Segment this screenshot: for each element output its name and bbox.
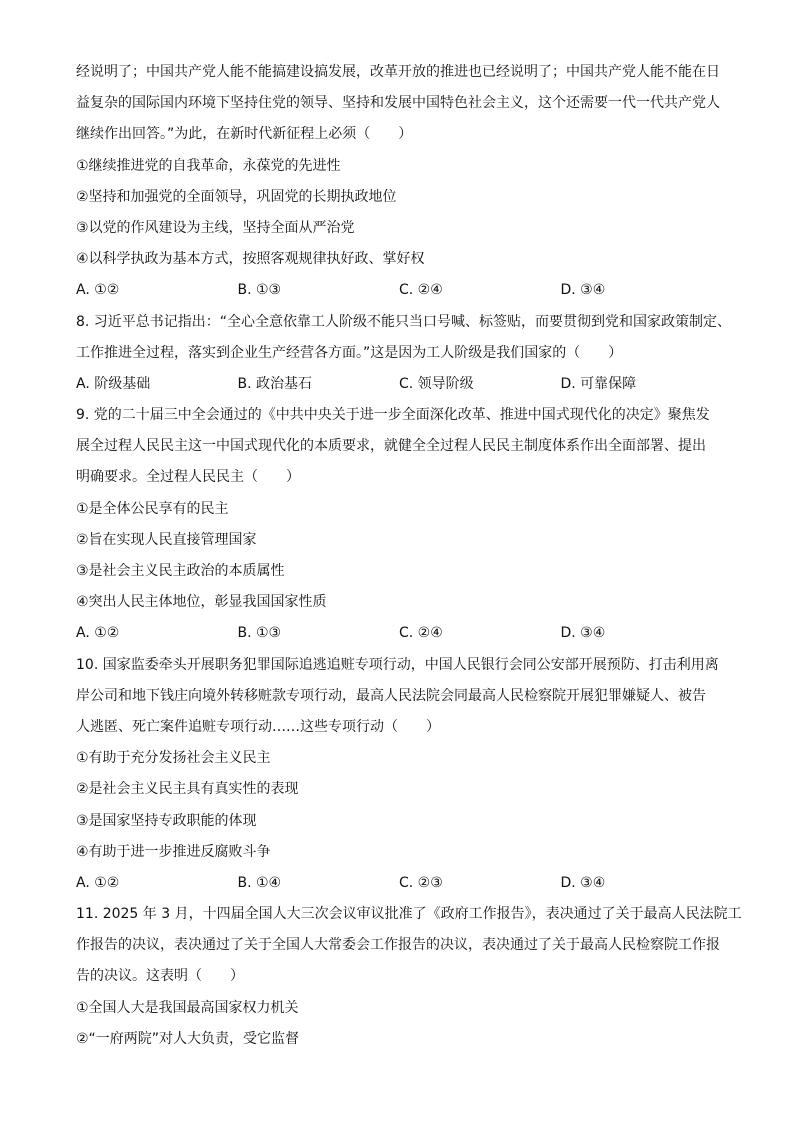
option-c: C. ②④ — [399, 282, 443, 299]
option-c: C. 领导阶级 — [399, 375, 474, 392]
question-stem-line: 明确要求。全过程人民民主（ ） — [76, 469, 300, 486]
statement-2: ②是社会主义民主具有真实性的表现 — [76, 781, 299, 798]
statement-1: ①有助于充分发扬社会主义民主 — [76, 750, 271, 767]
statement-1: ①全国人大是我国最高国家权力机关 — [76, 999, 299, 1016]
question-8 — [76, 307, 732, 401]
statement-1: ①继续推进党的自我革命，永葆党的先进性 — [76, 157, 341, 174]
option-d: D. ③④ — [560, 874, 606, 891]
option-c: C. ②③ — [399, 874, 443, 891]
question-stem-line: 经说明了；中国共产党人能不能搞建设搞发展，改革开放的推进也已经说明了；中国共产党人能不能在日 — [76, 64, 720, 80]
option-b: B. ①③ — [237, 625, 282, 642]
question-10 — [76, 650, 718, 900]
statement-3: ③以党的作风建设为主线，坚持全面从严治党 — [76, 219, 355, 236]
question-stem-line: 10. 国家监委牵头开展职务犯罪国际追逃追赃专项行动，中国人民银行会同公安部开展预防、打击利用离 — [76, 656, 719, 673]
option-a: A. ①② — [76, 282, 120, 299]
answer-options — [76, 618, 718, 649]
option-a: A. ①② — [76, 625, 120, 642]
statement-4: ④有助于进一步推进反腐败斗争 — [76, 843, 271, 860]
question-stem-line: 人逃匿、死亡案件追赃专项行动……这些专项行动（ ） — [76, 718, 440, 735]
option-d: D. ③④ — [560, 282, 606, 299]
option-b: B. ①④ — [237, 874, 282, 891]
option-d: D. ③④ — [560, 625, 606, 642]
question-9 — [76, 400, 718, 650]
question-stem-line: 8. 习近平总书记指出：“全心全意依靠工人阶级不能只当口号喊、标签贴，而要贯彻到党和国家政策制定、 — [76, 313, 732, 330]
option-b: B. ①③ — [237, 282, 282, 299]
option-c: C. ②④ — [399, 625, 443, 642]
question-stem-line: 11. 2025 年 3 月，十四届全国人大三次会议审议批准了《政府工作报告》，表决通过了关于最高人民法院工 — [76, 906, 742, 923]
statement-2: ②坚持和加强党的全面领导，巩固党的长期执政地位 — [76, 188, 397, 205]
question-stem-line: 益复杂的国际国内环境下坚持住党的领导、坚持和发展中国特色社会主义，这个还需要一代一代共产党人 — [76, 95, 720, 112]
question-7-continued — [76, 57, 718, 307]
question-stem-line: 9. 党的二十届三中全会通过的《中共中央关于进一步全面深化改革、推进中国式现代化的决定》聚焦发 — [76, 407, 710, 424]
question-stem-line: 作报告的决议，表决通过了关于全国人大常委会工作报告的决议，表决通过了关于最高人民检察院工作报 — [76, 937, 720, 954]
statement-3: ③是国家坚持专政职能的体现 — [76, 812, 257, 829]
option-d: D. 可靠保障 — [560, 375, 637, 392]
statement-4: ④突出人民主体地位，彰显我国国家性质 — [76, 594, 327, 611]
question-stem-line: 展全过程人民民主这一中国式现代化的本质要求，就健全全过程人民民主制度体系作出全面部署、提出 — [76, 438, 706, 455]
question-stem-line: 工作推进全过程，落实到企业生产经营各方面。”这是因为工人阶级是我们国家的（ ） — [76, 344, 623, 361]
statement-2: ②旨在实现人民直接管理国家 — [76, 531, 257, 548]
answer-options — [76, 369, 718, 400]
answer-options — [76, 868, 718, 899]
question-stem-line: 告的决议。这表明（ ） — [76, 968, 244, 985]
question-stem-line: 继续作出回答。”为此，在新时代新征程上必须（ ） — [76, 126, 413, 143]
question-11 — [76, 899, 742, 1055]
statement-2: ②“一府两院”对人大负责，受它监督 — [76, 1030, 300, 1047]
question-stem-line: 岸公司和地下钱庄向境外转移赃款专项行动，最高人民法院会同最高人民检察院开展犯罪嫌疑人、被告 — [76, 687, 706, 704]
option-b: B. 政治基石 — [237, 375, 313, 392]
statement-1: ①是全体公民享有的民主 — [76, 500, 229, 517]
answer-options — [76, 275, 718, 306]
statement-4: ④以科学执政为基本方式，按照客观规律执好政、掌好权 — [76, 251, 425, 268]
option-a: A. ①② — [76, 874, 120, 891]
statement-3: ③是社会主义民主政治的本质属性 — [76, 563, 285, 579]
option-a: A. 阶级基础 — [76, 375, 151, 392]
